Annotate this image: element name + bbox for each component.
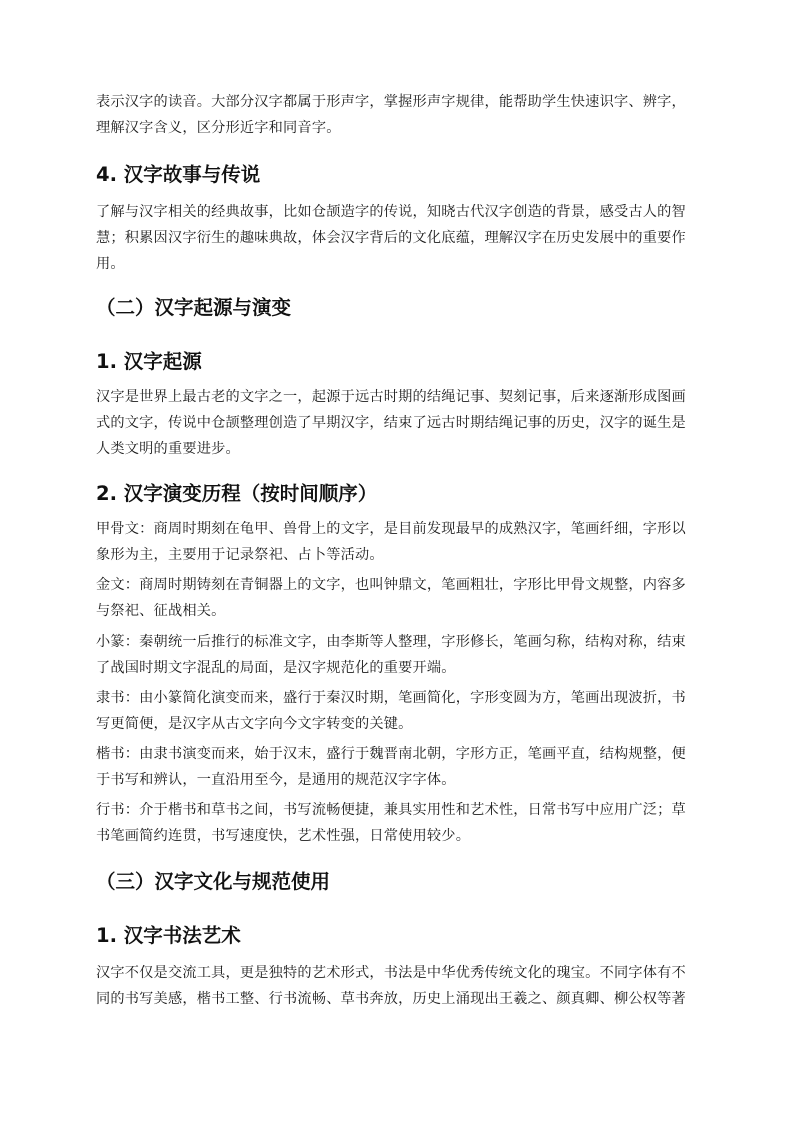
paragraph-bronze-script: 金文：商周时期铸刻在青铜器上的文字，也叫钟鼎文，笔画粗壮，字形比甲骨文规整，内容多与祭祀、征战相关。 [96,577,686,619]
paragraph-character-stories: 了解与汉字相关的经典故事，比如仓颉造字的传说，知晓古代汉字创造的背景，感受古人的智慧；积累因汉字衍生的趣味典故，体会汉字背后的文化底蕴，理解汉字在历史发展中的重要作用。 [96,204,686,272]
heading-calligraphy: 1. 汉字书法艺术 [96,924,241,947]
paragraph-running-script: 行书：介于楷书和草书之间，书写流畅便捷，兼具实用性和艺术性，日常书写中应用广泛；草书笔画简约连贯，书写速度快，艺术性强，日常使用较少。 [96,802,686,844]
heading-origin: 1. 汉字起源 [96,350,202,373]
paragraph-origin: 汉字是世界上最古老的文字之一，起源于远古时期的结绳记事、契刻记事，后来逐渐形成图画式的文字，传说中仓颉整理创造了早期汉字，结束了远古时期结绳记事的历史，汉字的诞生是人类文明的重要进步。 [96,389,686,457]
paragraph-small-seal: 小篆：秦朝统一后推行的标准文字，由李斯等人整理，字形修长，笔画匀称，结构对称，结束了战国时期文字混乱的局面，是汉字规范化的重要开端。 [96,634,686,676]
paragraph-calligraphy: 汉字不仅是交流工具，更是独特的艺术形式，书法是中华优秀传统文化的瑰宝。不同字体有不同的书写美感，楷书工整、行书流畅、草书奔放，历史上涌现出王羲之、颜真卿、柳公权等著 [96,965,686,1007]
paragraph-phonetic-tail: 表示汉字的读音。大部分汉字都属于形声字，掌握形声字规律，能帮助学生快速识字、辨字，理解汉字含义，区分形近字和同音字。 [96,94,686,136]
paragraph-clerical-script: 隶书：由小篆简化演变而来，盛行于秦汉时期，笔画简化，字形变圆为方，笔画出现波折，书写更简便，是汉字从古文字向今文字转变的关键。 [96,690,686,732]
heading-origin-evolution: （二）汉字起源与演变 [96,296,292,319]
heading-character-stories: 4. 汉字故事与传说 [96,163,261,186]
heading-culture-usage: （三）汉字文化与规范使用 [96,870,331,893]
paragraph-oracle-bone: 甲骨文：商周时期刻在龟甲、兽骨上的文字，是目前发现最早的成熟汉字，笔画纤细，字形以象形为主，主要用于记录祭祀、占卜等活动。 [96,521,686,563]
heading-evolution-history: 2. 汉字演变历程（按时间顺序） [96,482,378,505]
paragraph-regular-script: 楷书：由隶书演变而来，始于汉末，盛行于魏晋南北朝，字形方正，笔画平直，结构规整，便于书写和辨认，一直沿用至今，是通用的规范汉字字体。 [96,746,686,788]
